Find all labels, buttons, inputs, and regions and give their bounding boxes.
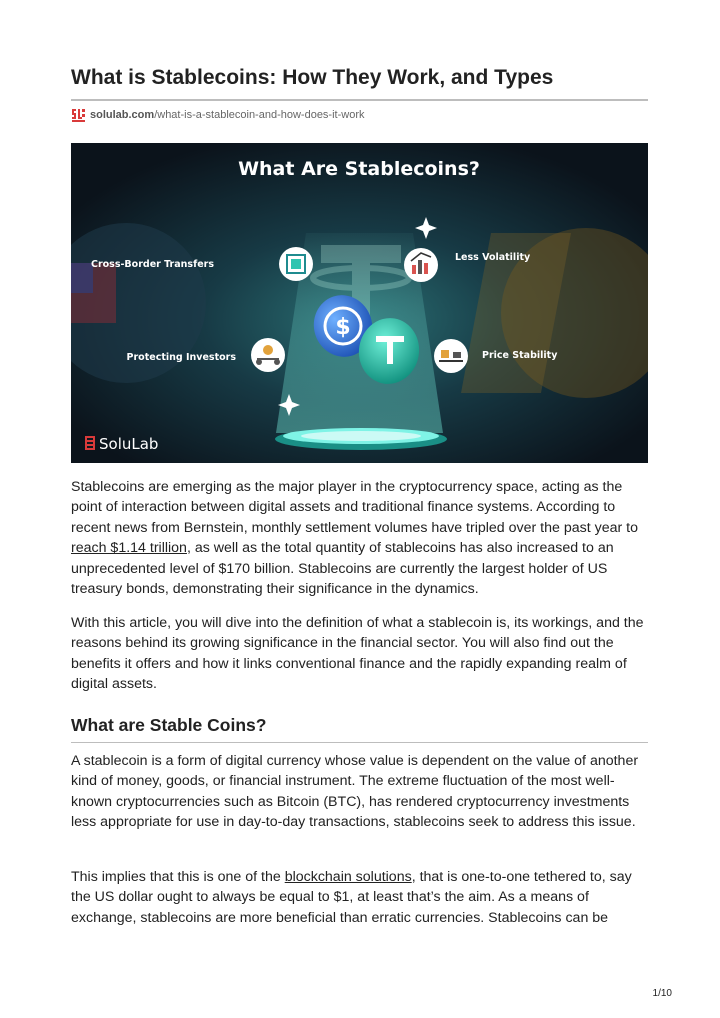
intro-paragraph-1: Stablecoins are emerging as the major player in the cryptocurrency space, acting as the point of interaction between digital assets and traditional finance systems. According to recent news from Bernstein, monthly settlement volumes have tripled over the past year to reach $1.14 trillion, as well as the total quantity of stablecoins has also increased to an unprecedented level of $170 billion. Stablecoins are currently the largest holder of US treasury bonds, demonstrating their significance in the dynamics.: [71, 479, 638, 598]
chart-bars-icon: [404, 248, 438, 282]
hero-image: [71, 143, 648, 463]
source-path[interactable]: /what-is-a-stablecoin-and-how-does-it-work: [154, 109, 365, 121]
intro-paragraph-2: With this article, you will dive into the definition of what a stablecoin is, its workings, and the reasons behind its growing significance in the financial sector. You will also find out the benefits it offers and how it links conventional finance and the rapidly expanding realm of digital assets.: [71, 615, 644, 693]
chip-icon: [279, 247, 313, 281]
solulab-brand-logo-icon: [85, 436, 95, 450]
source-line: [71, 107, 365, 123]
feature-label: Price Stability: [482, 350, 558, 361]
section-divider: [71, 742, 648, 743]
feature-label: Cross-Border Transfers: [91, 259, 214, 270]
scales-icon: [251, 338, 285, 372]
section-heading: What are Stable Coins?: [71, 715, 267, 735]
title-divider: [71, 99, 648, 101]
balance-icon: [434, 339, 468, 373]
hero-brand: SoluLab: [99, 435, 159, 453]
reach-trillion-link[interactable]: reach $1.14 trillion: [71, 540, 187, 557]
svg-text:$: $: [335, 315, 351, 340]
page-number: 1/10: [652, 988, 672, 999]
solulab-logo-icon: [71, 108, 86, 123]
section-paragraph-1: A stablecoin is a form of digital currency whose value is dependent on the value of another kind of money, goods, or financial instrument. The extreme fluctuation of the most well-known cryptocurrencies such as Bitcoin (BTC), has rendered cryptocurrency investments less appropriate for use in day-to-day transactions, stablecoins seek to address this issue.: [71, 753, 639, 831]
blockchain-solutions-link[interactable]: blockchain solutions: [284, 869, 412, 885]
feature-label: Protecting Investors: [126, 352, 236, 363]
source-domain[interactable]: solulab.com: [90, 109, 155, 121]
article-title: What is Stablecoins: How They Work, and Types: [71, 66, 554, 89]
hero-heading: What Are Stablecoins?: [238, 158, 480, 180]
feature-label: Less Volatility: [455, 252, 531, 263]
section-paragraph-2: This implies that this is one of the blockchain solutions, that is one-to-one tethered to, say the US dollar ought to always be equal to $1, at least that’s the aim. As a means of exchange, stablecoins are more beneficial than erratic currencies. Stablecoins can be: [71, 869, 632, 926]
